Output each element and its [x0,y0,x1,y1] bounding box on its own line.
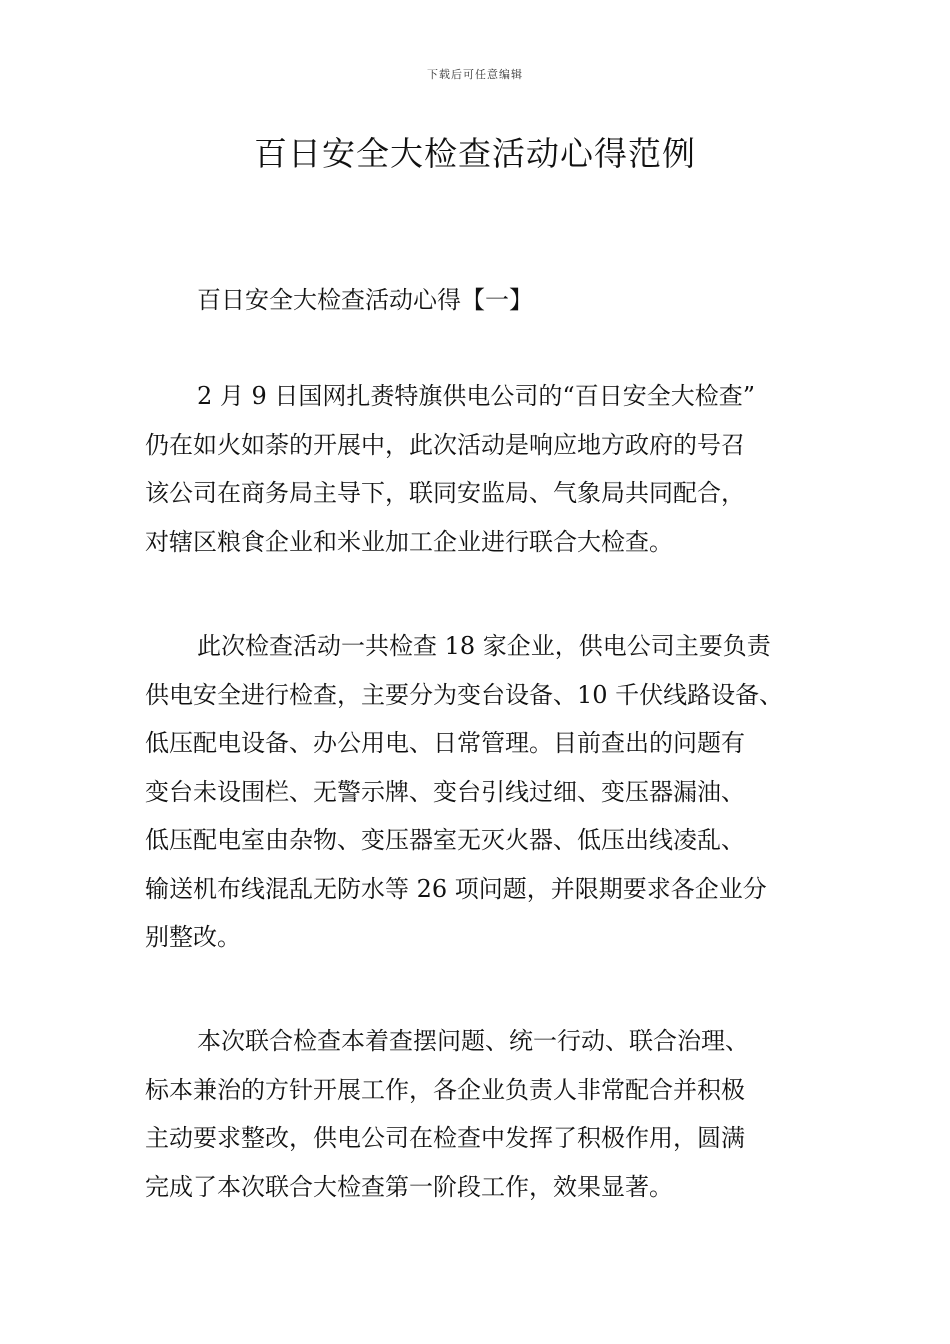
header-note: 下载后可任意编辑 [427,68,523,81]
paragraph-line: 低压配电设备、办公用电、日常管理。目前查出的问题有 [145,729,745,757]
section-heading: 百日安全大检查活动心得【一】 [197,286,533,314]
paragraph [145,622,835,962]
paragraph-line: 变台未设围栏、无警示牌、变台引线过细、变压器漏油、 [145,777,745,806]
paragraph-line: 该公司在商务局主导下，联同安监局、气象局共同配合， [145,479,745,507]
document-title: 百日安全大检查活动心得范例 [254,134,696,173]
paragraph-line: 对辖区粮食企业和米业加工企业进行联合大检查。 [145,527,673,556]
paragraph-line: 输送机布线混乱无防水等 26 项问题，并限期要求各企业分 [145,874,767,903]
paragraph-line: 仍在如火如荼的开展中，此次活动是响应地方政府的号召 [145,430,745,459]
paragraph [145,372,835,566]
paragraph [145,1017,835,1211]
paragraph-line: 别整改。 [145,923,241,951]
paragraph-line: 本次联合检查本着查摆问题、统一行动、联合治理、 [197,1027,749,1055]
paragraph-line: 完成了本次联合大检查第一阶段工作，效果显著。 [145,1172,673,1201]
paragraph-line: 低压配电室由杂物、变压器室无灭火器、低压出线凌乱、 [145,826,745,854]
paragraph-line: 主动要求整改，供电公司在检查中发挥了积极作用，圆满 [145,1124,745,1152]
paragraph-line: 此次检查活动一共检查 18 家企业，供电公司主要负责 [197,632,771,660]
paragraph-line: 2 月 9 日国网扎赉特旗供电公司的“百日安全大检查” [197,382,755,410]
paragraph-line: 供电安全进行检查，主要分为变台设备、10 千伏线路设备、 [145,680,784,709]
paragraph-line: 标本兼治的方针开展工作，各企业负责人非常配合并积极 [145,1075,745,1104]
